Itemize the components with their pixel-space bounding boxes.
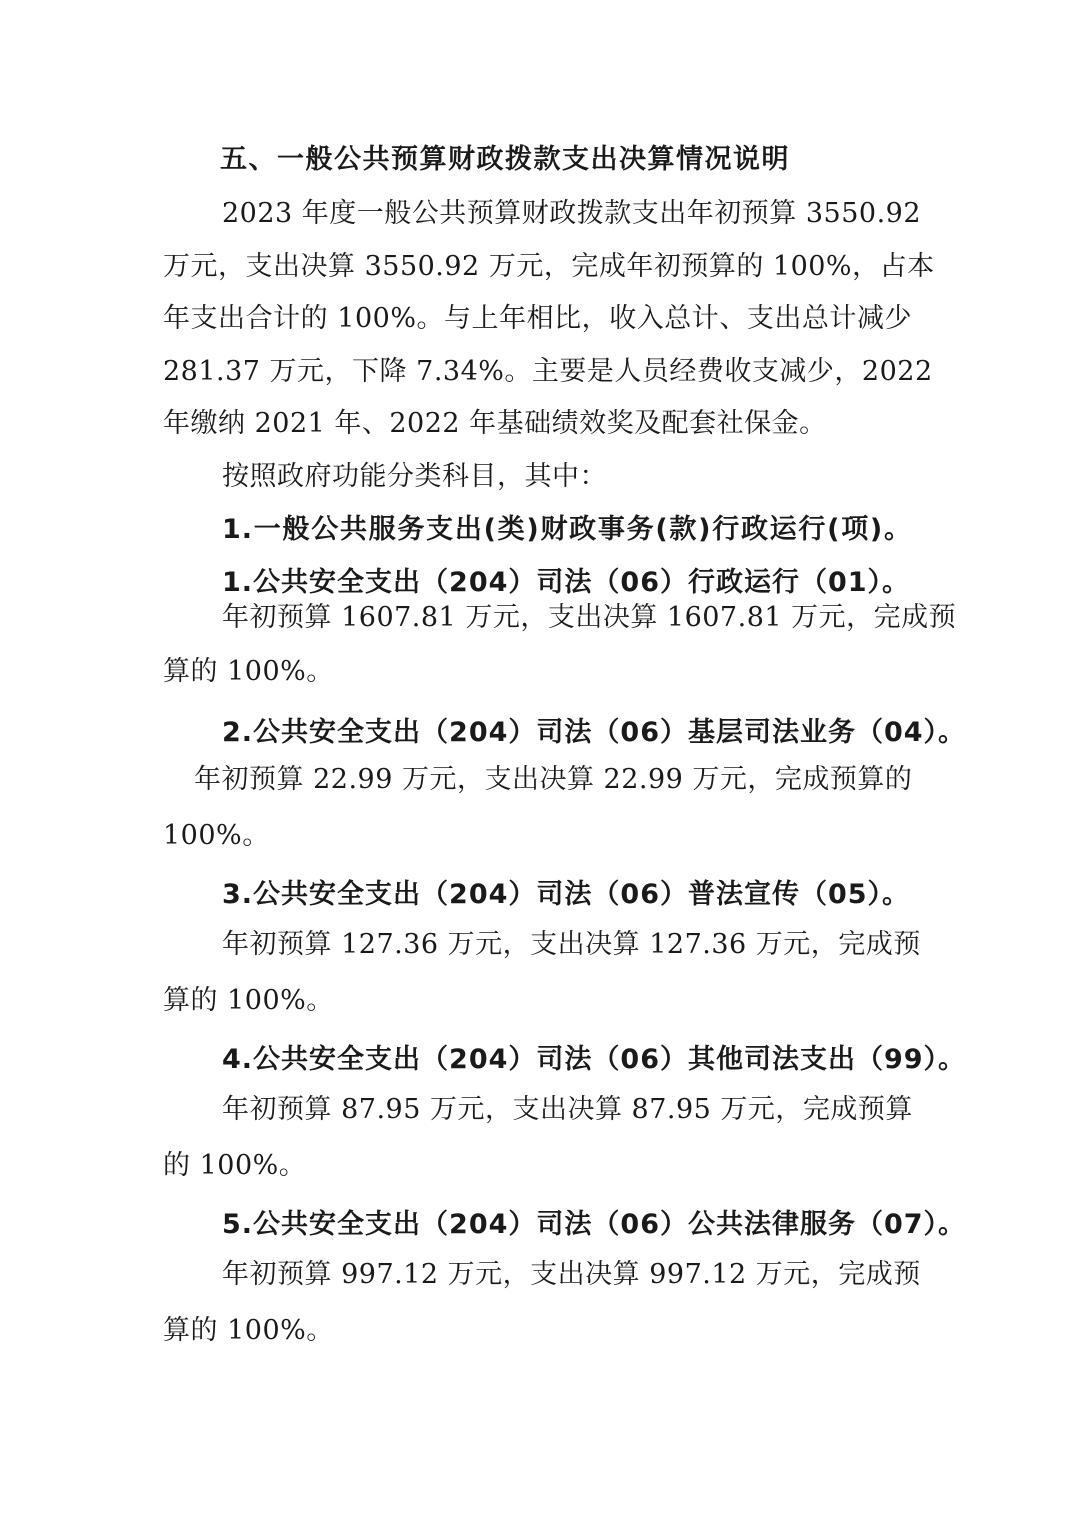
item-detail: 算的 100%。 [163, 985, 334, 1016]
summary-line: 281.37 万元，下降 7.34%。主要是人员经费收支减少，2022 [163, 356, 933, 387]
summary-line: 年支出合计的 100%。与上年相比，收入总计、支出总计减少 [163, 303, 912, 334]
item-detail: 年初预算 22.99 万元，支出决算 22.99 万元，完成预算的 [194, 764, 913, 795]
summary-line: 2023 年度一般公共预算财政拨款支出年初预算 3550.92 [222, 198, 922, 229]
item-title: 4.公共安全支出（204）司法（06）其他司法支出（99）。 [222, 1044, 967, 1075]
summary-line: 万元，支出决算 3550.92 万元，完成年初预算的 100%，占本 [163, 251, 935, 282]
item-title: 2.公共安全支出（204）司法（06）基层司法业务（04）。 [222, 717, 967, 748]
section-heading: 五、一般公共预算财政拨款支出决算情况说明 [220, 144, 790, 175]
category-line: 1.一般公共服务支出(类)财政事务(款)行政运行(项)。 [222, 514, 912, 545]
intro-text: 按照政府功能分类科目，其中： [222, 461, 607, 492]
item-detail: 算的 100%。 [163, 1315, 334, 1346]
item-detail: 年初预算 127.36 万元，支出决算 127.36 万元，完成预 [222, 929, 921, 960]
item-detail: 年初预算 1607.81 万元，支出决算 1607.81 万元，完成预 [222, 602, 957, 633]
summary-line: 年缴纳 2021 年、2022 年基础绩效奖及配套社保金。 [163, 408, 827, 439]
item-detail: 100%。 [163, 820, 270, 851]
item-title: 1.公共安全支出（204）司法（06）行政运行（01）。 [222, 567, 911, 598]
item-detail: 的 100%。 [163, 1150, 307, 1181]
item-title: 3.公共安全支出（204）司法（06）普法宣传（05）。 [222, 879, 911, 910]
item-detail: 年初预算 87.95 万元，支出决算 87.95 万元，完成预算 [222, 1094, 913, 1125]
item-detail: 算的 100%。 [163, 656, 334, 687]
item-detail: 年初预算 997.12 万元，支出决算 997.12 万元，完成预 [222, 1259, 921, 1290]
item-title: 5.公共安全支出（204）司法（06）公共法律服务（07）。 [222, 1209, 967, 1240]
